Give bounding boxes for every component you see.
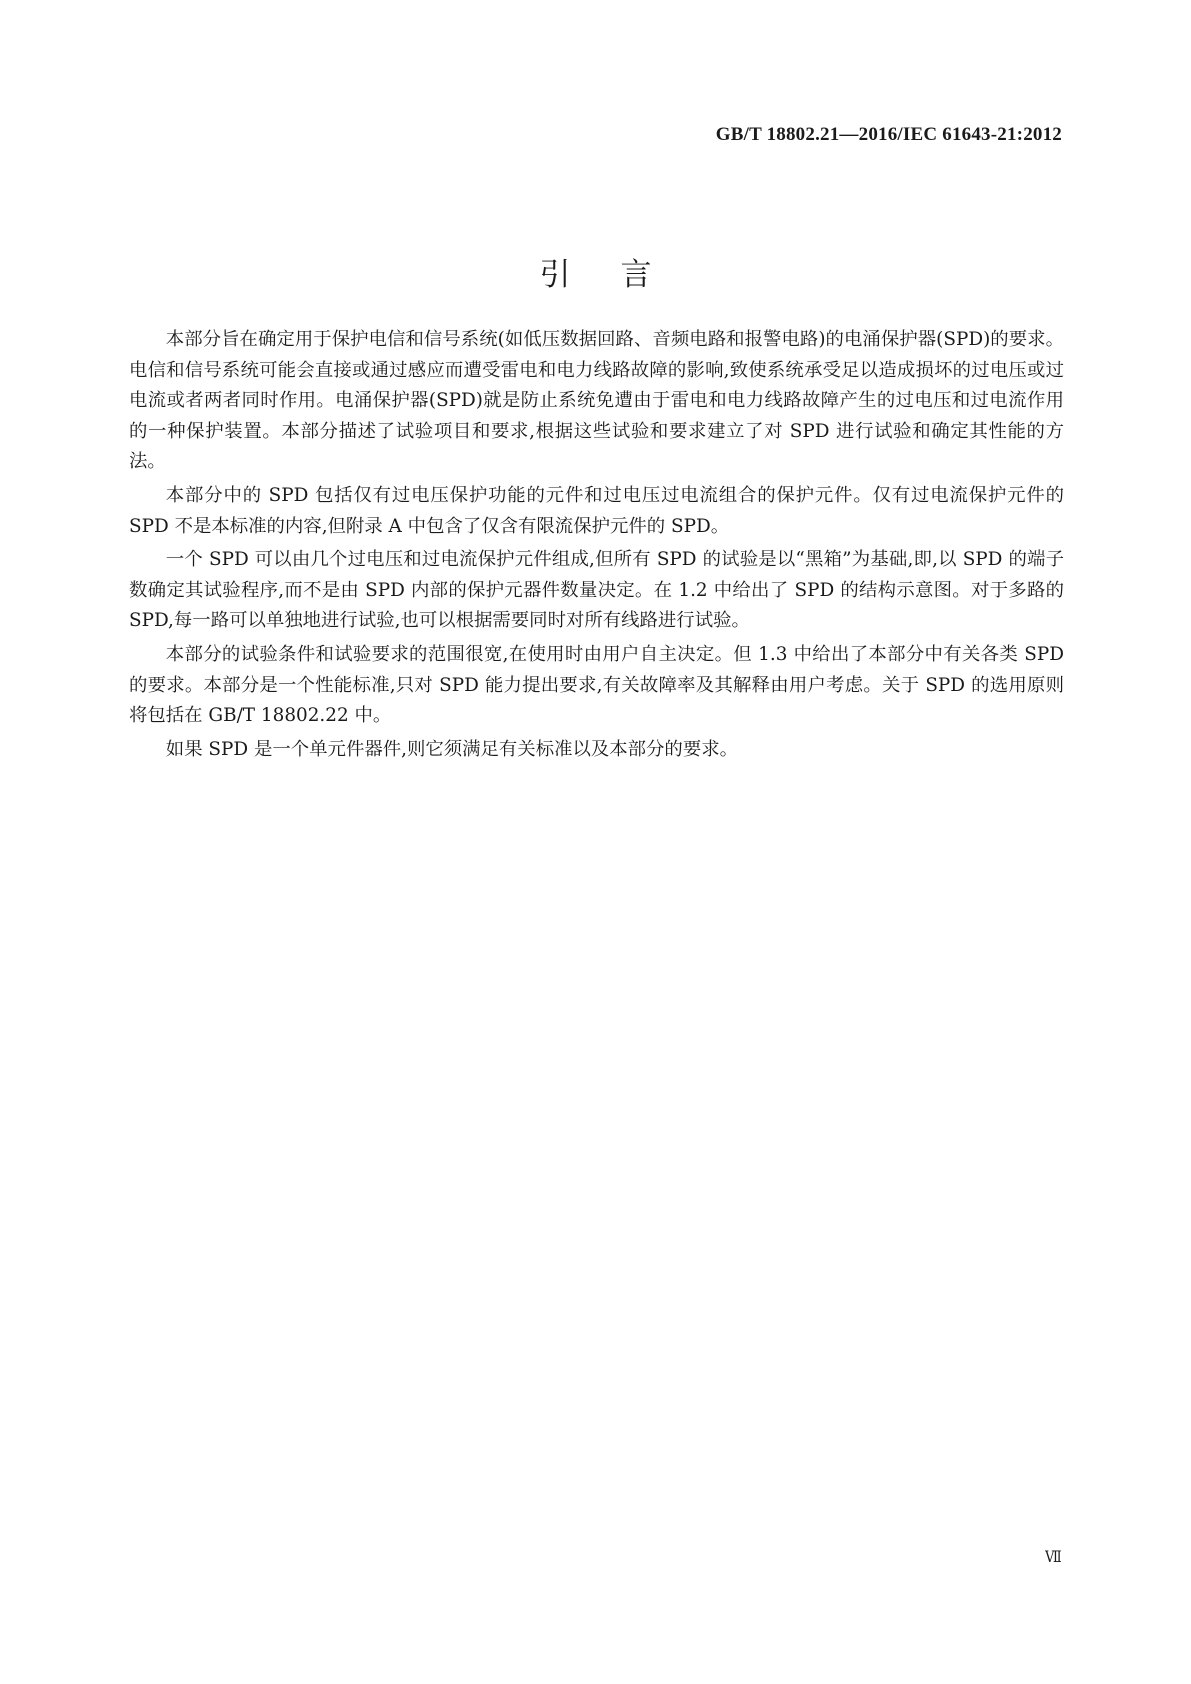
introduction-body bbox=[129, 325, 1064, 768]
paragraph-3: 一个 SPD 可以由几个过电压和过电流保护元件组成,但所有 SPD 的试验是以“黑箱”为基础,即,以 SPD 的端子数确定其试验程序,而不是由 SPD 内部的保护元器件数量决定。在 1.2 中给出了 SPD 的结构示意图。对于多路的 SPD,每一路可以单独地进行试验,也可以根据需要同时对所有线路进行试验。 bbox=[129, 549, 1064, 632]
paragraph-4: 本部分的试验条件和试验要求的范围很宽,在使用时由用户自主决定。但 1.3 中给出了本部分中有关各类 SPD 的要求。本部分是一个性能标准,只对 SPD 能力提出要求,有关故障率及其解释由用户考虑。关于 SPD 的选用原则将包括在 GB/T 18802.22 中。 bbox=[129, 643, 1064, 727]
page-number: Ⅶ bbox=[1045, 1549, 1062, 1566]
paragraph-1: 本部分旨在确定用于保护电信和信号系统(如低压数据回路、音频电路和报警电路)的电涌保护器(SPD)的要求。电信和信号系统可能会直接或通过感应而遭受雷电和电力线路故障的影响,致使系统承受足以造成损坏的过电压或过电流或者两者同时作用。电涌保护器(SPD)就是防止系统免遭由于雷电和电力线路故障产生的过电压和过电流作用的一种保护装置。本部分描述了试验项目和要求,根据这些试验和要求建立了对 SPD 进行试验和确定其性能的方法。 bbox=[129, 329, 1064, 473]
standard-code-header: GB/T 18802.21—2016/IEC 61643-21:2012 bbox=[715, 124, 1062, 145]
paragraph-2: 本部分中的 SPD 包括仅有过电压保护功能的元件和过电压过电流组合的保护元件。仅有过电流保护元件的 SPD 不是本标准的内容,但附录 A 中包含了仅含有限流保护元件的 SPD。 bbox=[129, 484, 1064, 537]
page-title: 引言 bbox=[539, 256, 702, 293]
paragraph-5: 如果 SPD 是一个单元件器件,则它须满足有关标准以及本部分的要求。 bbox=[165, 738, 738, 760]
